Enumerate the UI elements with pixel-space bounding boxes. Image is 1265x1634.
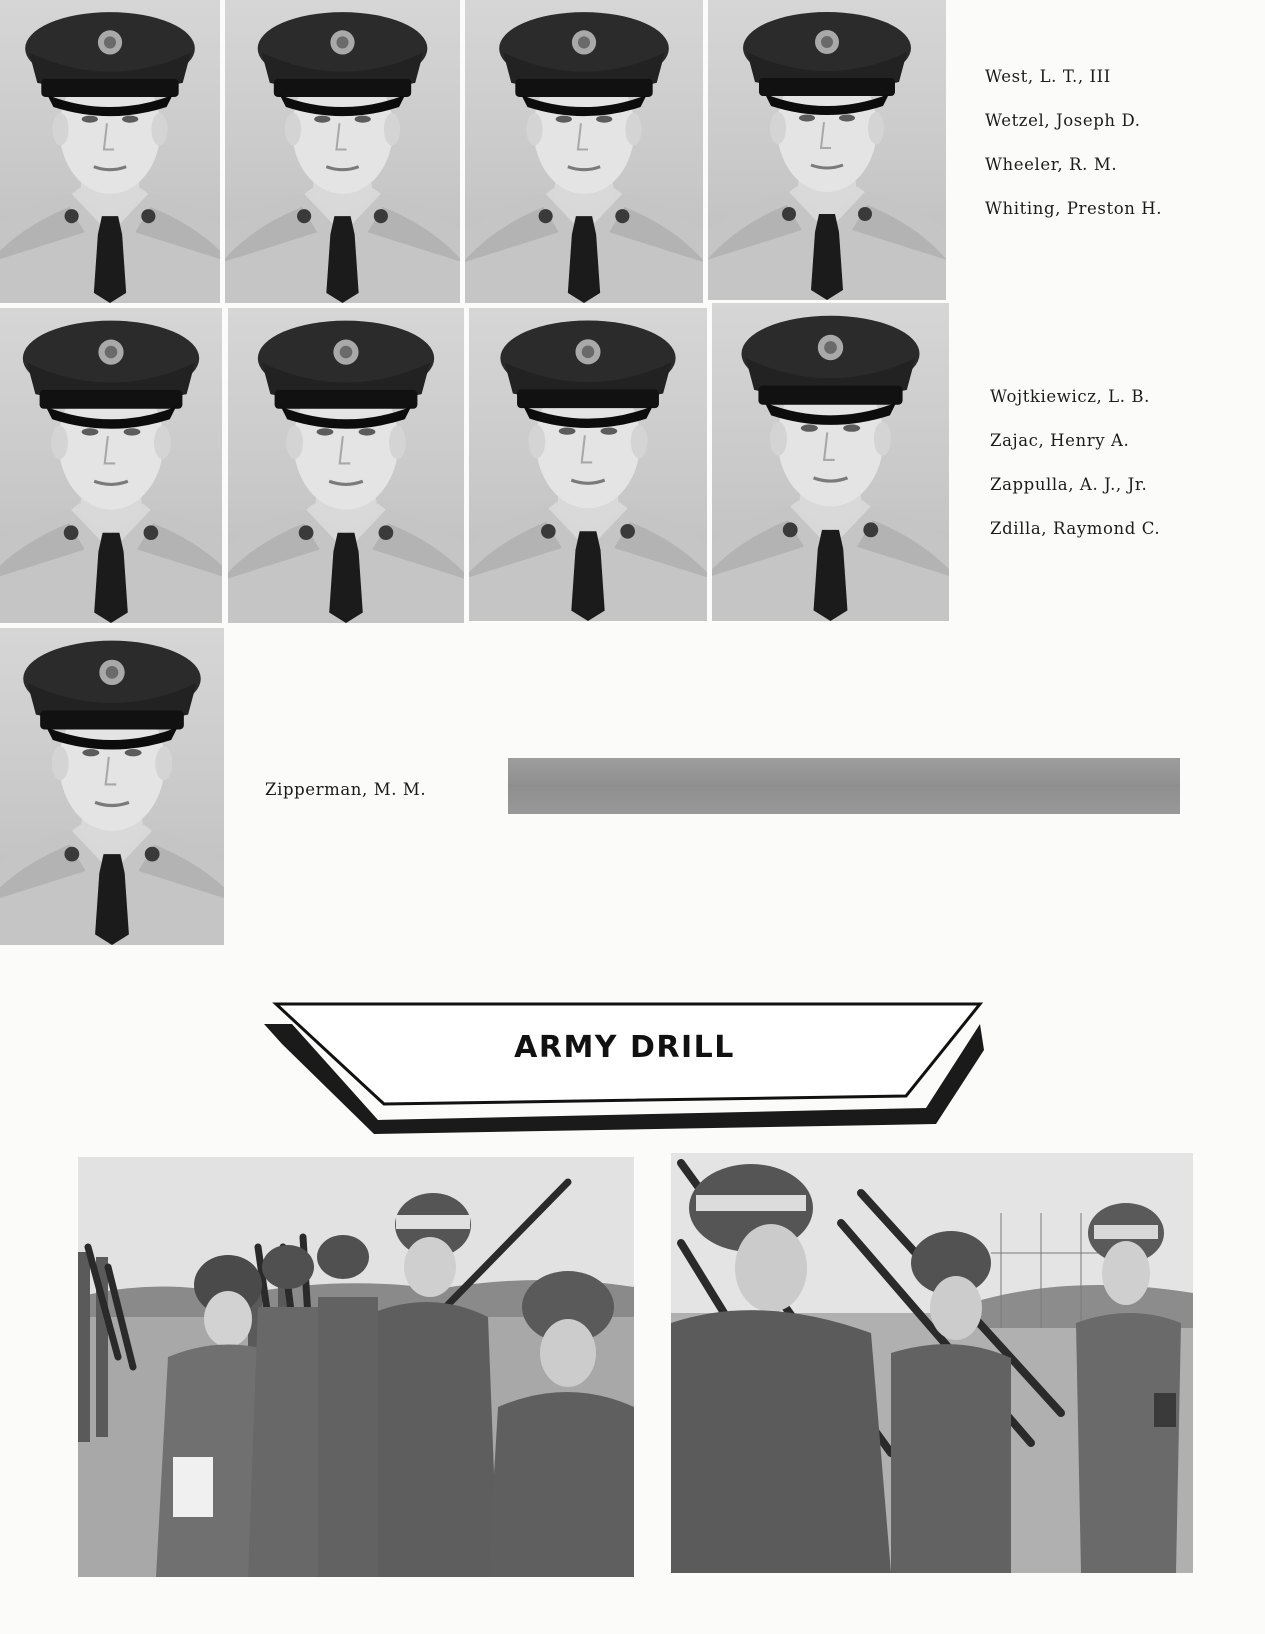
student-name: West, L. T., III [985,67,1111,86]
student-name: Whiting, Preston H. [985,199,1163,218]
student-name: Zappulla, A. J., Jr. [990,475,1148,494]
drill-photo-inspection [78,1157,634,1577]
portrait-zipperman [0,628,224,945]
student-name: Wetzel, Joseph D. [985,111,1141,130]
section-banner [262,1000,987,1135]
student-name: Wojtkiewicz, L. B. [990,387,1151,406]
gray-divider-bar [508,758,1180,814]
portrait-zappulla [469,308,707,621]
name-list-row-1 [985,55,1162,231]
portrait-zajac [228,308,464,623]
portrait-wetzel [225,0,460,303]
name-list-row-2 [990,375,1160,551]
drill-photo-ranks [671,1153,1193,1573]
portrait-wheeler [465,0,703,303]
student-name: Wheeler, R. M. [985,155,1118,174]
student-name: Zajac, Henry A. [990,431,1130,450]
portrait-whiting [708,0,946,300]
student-name: Zipperman, M. M. [265,780,427,799]
student-name: Zdilla, Raymond C. [990,519,1161,538]
portrait-wojtkiewicz [0,308,222,623]
section-title: ARMY DRILL [514,1030,735,1065]
portrait-zdilla [712,303,949,621]
portrait-west [0,0,220,303]
